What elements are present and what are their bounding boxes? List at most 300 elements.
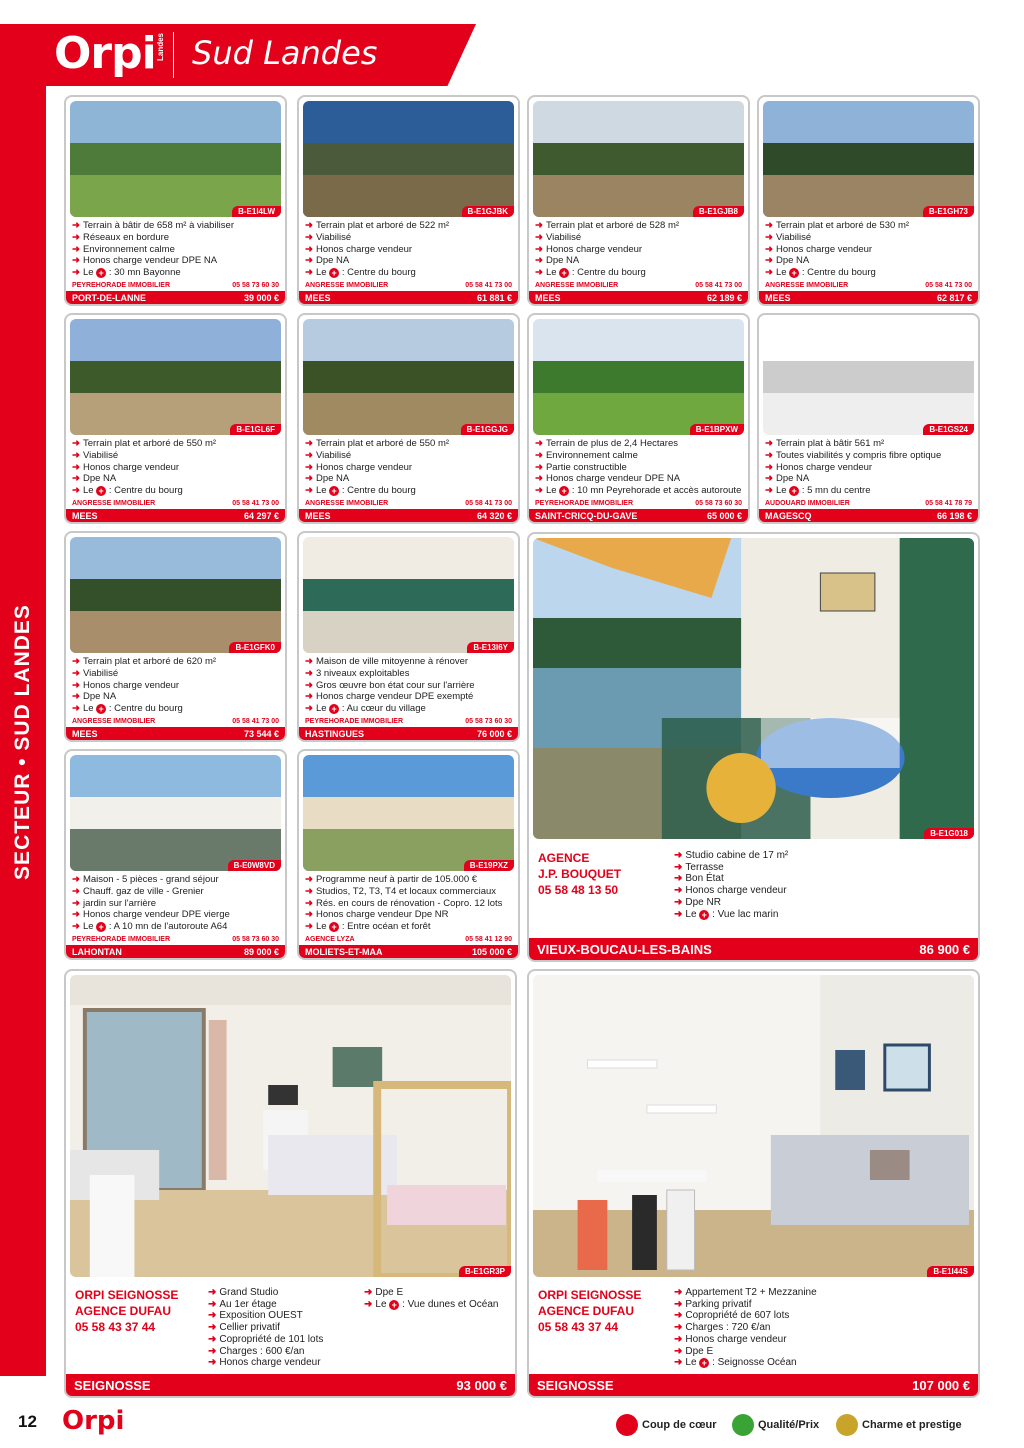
feature-item: ➜ Terrain de plus de 2,4 Hectares	[535, 438, 678, 449]
agency-phone[interactable]: 05 58 41 73 00	[232, 500, 279, 507]
arrow-icon: ➜	[535, 473, 543, 485]
feature-item: ➜ Maison de ville mitoyenne à rénover	[305, 656, 469, 667]
arrow-icon: ➜	[765, 449, 773, 461]
agency-phone[interactable]: 05 58 41 73 00	[695, 282, 742, 289]
listing-photo	[70, 319, 281, 435]
feature-list	[305, 874, 514, 933]
listing-price: 62 817 €	[936, 292, 972, 303]
feature-highlight: ➜ Le + : Au cœur du village	[305, 703, 426, 715]
arrow-icon: ➜	[765, 438, 773, 449]
feature-highlight: ➜ Le + : Centre du bourg	[535, 267, 646, 279]
agency-name-2: AGENCE DUFAU	[538, 1304, 635, 1318]
feature-highlight: ➜ Le + : Centre du bourg	[72, 703, 183, 715]
listing-city: MOLIETS-ET-MAA	[305, 946, 383, 957]
listing-photo	[70, 537, 281, 653]
agency-name: AGENCE	[538, 851, 590, 865]
feature-item: ➜ Honos charge vendeur	[674, 885, 787, 897]
listing-reference: B-E1GGJG	[461, 424, 514, 435]
feature-highlight: ➜ Le + : 10 mn Peyrehorade et accès autoroute	[535, 485, 742, 497]
arrow-icon: ➜	[72, 267, 80, 279]
arrow-icon: ➜	[674, 861, 683, 873]
feature-item: ➜ Honos charge vendeur DPE NA	[535, 473, 681, 485]
listing-footer	[299, 291, 518, 304]
plus-icon: +	[789, 268, 799, 278]
feature-list	[305, 656, 514, 715]
agency-name: ANGRESSE IMMOBILIER	[72, 500, 156, 507]
feature-item: ➜ Viabilisé	[765, 231, 812, 243]
listing-city: MAGESCQ	[765, 510, 812, 521]
listing-city: PORT-DE-LANNE	[72, 292, 146, 303]
agency-name: ANGRESSE IMMOBILIER	[72, 718, 156, 725]
arrow-icon: ➜	[72, 691, 80, 703]
arrow-icon: ➜	[535, 255, 543, 267]
plus-icon: +	[96, 486, 106, 496]
feature-highlight: ➜ Le + : 30 mn Bayonne	[72, 267, 181, 279]
feature-list	[765, 220, 974, 279]
listing-photo	[303, 537, 514, 653]
arrow-icon: ➜	[305, 703, 313, 715]
arrow-icon: ➜	[72, 921, 80, 933]
feature-item: ➜ Honos charge vendeur DPE NA	[72, 255, 218, 267]
arrow-icon: ➜	[305, 438, 313, 449]
arrow-icon: ➜	[72, 255, 80, 267]
arrow-icon: ➜	[674, 908, 683, 920]
feature-item: ➜ Grand Studio	[208, 1287, 279, 1298]
feature-item: ➜ Appartement T2 + Mezzanine	[674, 1287, 817, 1298]
listing-city: HASTINGUES	[305, 728, 365, 739]
plus-icon: +	[559, 268, 569, 278]
legend-label: Charme et prestige	[862, 1419, 962, 1431]
listing-price: 66 198 €	[936, 510, 972, 521]
arrow-icon: ➜	[72, 874, 80, 885]
legend-coup-de-coeur	[616, 1414, 717, 1436]
listing-photo	[763, 319, 974, 435]
feature-item: ➜ Copropriété de 101 lots	[208, 1333, 324, 1345]
feature-list	[72, 656, 281, 715]
feature-item: ➜ Viabilisé	[72, 667, 119, 679]
arrow-icon: ➜	[72, 231, 80, 243]
listing-card[interactable]	[527, 313, 750, 524]
feature-list	[72, 220, 281, 279]
arrow-icon: ➜	[674, 1333, 683, 1345]
feature-item: ➜ Au 1er étage	[208, 1298, 277, 1310]
arrow-icon: ➜	[364, 1298, 373, 1310]
listing-reference: B-E1GL6F	[230, 424, 281, 435]
listing-footer	[66, 945, 285, 958]
agency-name: PEYREHORADE IMMOBILIER	[535, 500, 634, 507]
listing-city: VIEUX-BOUCAU-LES-BAINS	[537, 941, 712, 957]
listing-city: MEES	[535, 292, 561, 303]
listing-card[interactable]	[64, 531, 287, 742]
arrow-icon: ➜	[208, 1298, 217, 1310]
listing-price: 39 000 €	[243, 292, 279, 303]
listing-photo	[70, 101, 281, 217]
listing-card[interactable]	[527, 95, 750, 306]
listing-card[interactable]	[64, 313, 287, 524]
arrow-icon: ➜	[305, 691, 313, 703]
listing-price: 64 297 €	[243, 510, 279, 521]
feature-item: ➜ Charges : 600 €/an	[208, 1345, 305, 1357]
listing-reference: B-E1GJB8	[693, 206, 744, 217]
agency-row	[765, 500, 972, 507]
agency-row	[305, 500, 512, 507]
listing-reference: B-E13I6Y	[467, 642, 514, 653]
arrow-icon: ➜	[674, 1322, 683, 1334]
feature-item: ➜ Terrain plat et arboré de 522 m²	[305, 220, 450, 231]
orpi-logo: Orpi	[54, 28, 156, 79]
feature-list	[674, 1287, 817, 1369]
arrow-icon: ➜	[765, 231, 773, 243]
listing-footer	[299, 945, 518, 958]
listing-card[interactable]	[297, 313, 520, 524]
feature-item: ➜ Honos charge vendeur DPE exempté	[305, 691, 474, 703]
feature-item: ➜ Terrain plat et arboré de 550 m²	[72, 438, 217, 449]
agency-row	[72, 936, 279, 943]
agency-name: ORPI SEIGNOSSE	[75, 1288, 179, 1302]
feature-item: ➜ Rés. en cours de rénovation - Copro. 12 lots	[305, 897, 503, 909]
arrow-icon: ➜	[765, 255, 773, 267]
agency-name: PEYREHORADE IMMOBILIER	[72, 936, 171, 943]
listing-city: MEES	[305, 510, 331, 521]
feature-item: ➜ Terrain plat et arboré de 550 m²	[305, 438, 450, 449]
listing-price: 64 320 €	[476, 510, 512, 521]
arrow-icon: ➜	[535, 438, 543, 449]
listing-city: LAHONTAN	[72, 946, 122, 957]
feature-item: ➜ Honos charge vendeur	[72, 679, 180, 691]
listing-card-seignosse-1[interactable]	[64, 969, 517, 1398]
feature-item: ➜ Honos charge vendeur	[674, 1333, 787, 1345]
arrow-icon: ➜	[72, 703, 80, 715]
feature-list	[535, 438, 744, 497]
arrow-icon: ➜	[535, 449, 543, 461]
listing-card-seignosse-2[interactable]	[527, 969, 980, 1398]
feature-highlight: ➜ Le + : Centre du bourg	[305, 485, 416, 497]
listing-footer	[66, 291, 285, 304]
house-heart-icon	[616, 1414, 638, 1436]
listing-photo	[70, 975, 511, 1277]
arrow-icon: ➜	[72, 656, 80, 667]
feature-item: ➜ Viabilisé	[72, 449, 119, 461]
feature-item: ➜ Gros œuvre bon état cour sur l'arrière	[305, 679, 475, 691]
arrow-icon: ➜	[674, 1287, 683, 1298]
plus-icon: +	[389, 1300, 399, 1310]
feature-list	[305, 438, 514, 497]
feature-item: ➜ Terrain à bâtir de 658 m² à viabiliser	[72, 220, 234, 231]
agency-phone[interactable]: 05 58 41 73 00	[232, 718, 279, 725]
page-number: 12	[18, 1412, 37, 1431]
arrow-icon: ➜	[765, 473, 773, 485]
arrow-icon: ➜	[305, 656, 313, 667]
feature-item: ➜ Honos charge vendeur	[72, 461, 180, 473]
listing-price: 73 544 €	[243, 728, 279, 739]
arrow-icon: ➜	[208, 1357, 217, 1369]
agency-phone[interactable]: 05 58 43 37 44	[75, 1320, 156, 1334]
agency-phone[interactable]: 05 58 73 60 30	[465, 718, 512, 725]
feature-highlight: ➜ Le + : 5 mn du centre	[765, 485, 871, 497]
feature-item: ➜ Dpe NA	[72, 473, 117, 485]
feature-item: ➜ Dpe E	[364, 1287, 404, 1298]
listing-card[interactable]	[757, 95, 980, 306]
legend-charme-prestige	[836, 1414, 962, 1436]
arrow-icon: ➜	[305, 243, 313, 255]
plus-icon: +	[699, 1358, 709, 1368]
listing-reference: B-E1GS24	[923, 424, 974, 435]
arrow-icon: ➜	[72, 243, 80, 255]
listing-footer	[529, 291, 748, 304]
plus-icon: +	[329, 922, 339, 932]
arrow-icon: ➜	[674, 1357, 683, 1369]
feature-item: ➜ Partie constructible	[535, 461, 627, 473]
feature-item: ➜ Honos charge vendeur Dpe NR	[305, 909, 449, 921]
listing-city: SEIGNOSSE	[74, 1377, 151, 1393]
feature-list	[674, 850, 788, 920]
house-star-icon	[836, 1414, 858, 1436]
listing-footer	[529, 1374, 978, 1396]
agency-row	[72, 718, 279, 725]
feature-list	[208, 1287, 323, 1369]
feature-item: ➜ Cellier privatif	[208, 1322, 280, 1334]
arrow-icon: ➜	[535, 243, 543, 255]
listing-price: 107 000 €	[912, 1377, 970, 1393]
arrow-icon: ➜	[535, 485, 543, 497]
plus-icon: +	[559, 486, 569, 496]
feature-item: ➜ Dpe NR	[674, 896, 721, 908]
feature-item: ➜ Honos charge vendeur DPE vierge	[72, 909, 230, 921]
plus-icon: +	[789, 486, 799, 496]
feature-item: ➜ Chauff. gaz de ville - Grenier	[72, 885, 204, 897]
feature-item: ➜ Dpe NA	[765, 473, 810, 485]
listing-price: 105 000 €	[471, 946, 512, 957]
arrow-icon: ➜	[72, 438, 80, 449]
arrow-icon: ➜	[305, 921, 313, 933]
arrow-icon: ➜	[72, 449, 80, 461]
arrow-icon: ➜	[765, 461, 773, 473]
listing-city: MEES	[72, 728, 98, 739]
feature-item: ➜ Terrain plat et arboré de 620 m²	[72, 656, 217, 667]
listing-reference: B-E1GH73	[923, 206, 974, 217]
arrow-icon: ➜	[72, 220, 80, 231]
legend-label: Coup de cœur	[642, 1419, 717, 1431]
listing-city: MEES	[72, 510, 98, 521]
feature-highlight: ➜ Le + : A 10 mn de l'autoroute A64	[72, 921, 228, 933]
listing-card[interactable]	[64, 749, 287, 960]
feature-item: ➜ Honos charge vendeur	[765, 243, 873, 255]
arrow-icon: ➜	[305, 461, 313, 473]
agency-info	[538, 850, 621, 898]
listing-city: MEES	[765, 292, 791, 303]
footer-orpi-logo: Orpi	[62, 1406, 125, 1436]
agency-phone[interactable]: 05 58 41 12 90	[465, 936, 512, 943]
listing-footer	[299, 727, 518, 740]
feature-item: ➜ Environnement calme	[535, 449, 638, 461]
listing-photo	[533, 538, 974, 839]
listing-card[interactable]	[64, 95, 287, 306]
agency-phone[interactable]: 05 58 73 60 30	[232, 936, 279, 943]
arrow-icon: ➜	[535, 220, 543, 231]
arrow-icon: ➜	[72, 885, 80, 897]
agency-name: ANGRESSE IMMOBILIER	[305, 500, 389, 507]
feature-item: ➜ Honos charge vendeur	[208, 1357, 321, 1369]
plus-icon: +	[329, 268, 339, 278]
agency-phone[interactable]: 05 58 73 60 30	[232, 282, 279, 289]
listing-city: SEIGNOSSE	[537, 1377, 614, 1393]
feature-item: ➜ Viabilisé	[535, 231, 582, 243]
listing-footer	[66, 509, 285, 522]
arrow-icon: ➜	[674, 1345, 683, 1357]
listing-photo	[763, 101, 974, 217]
listing-card[interactable]	[757, 313, 980, 524]
listing-price: 61 881 €	[476, 292, 512, 303]
arrow-icon: ➜	[72, 679, 80, 691]
agency-phone[interactable]: 05 58 41 73 00	[465, 500, 512, 507]
arrow-icon: ➜	[72, 461, 80, 473]
feature-item: ➜ 3 niveaux exploitables	[305, 667, 410, 679]
page-title: Sud Landes	[192, 34, 378, 72]
feature-item: ➜ jardin sur l'arrière	[72, 897, 157, 909]
arrow-icon: ➜	[364, 1287, 373, 1298]
listing-price: 65 000 €	[706, 510, 742, 521]
arrow-icon: ➜	[674, 873, 683, 885]
feature-highlight: ➜ Le + : Vue lac marin	[674, 908, 779, 920]
listing-photo	[303, 319, 514, 435]
agency-name: ORPI SEIGNOSSE	[538, 1288, 642, 1302]
listing-price: 62 189 €	[706, 292, 742, 303]
feature-item: ➜ Maison - 5 pièces - grand séjour	[72, 874, 219, 885]
feature-item: ➜ Terrain plat et arboré de 530 m²	[765, 220, 910, 231]
listing-card[interactable]	[297, 749, 520, 960]
arrow-icon: ➜	[535, 461, 543, 473]
agency-name: PEYREHORADE IMMOBILIER	[305, 718, 404, 725]
feature-item: ➜ Copropriété de 607 lots	[674, 1310, 790, 1322]
listing-photo	[303, 755, 514, 871]
listing-card[interactable]	[297, 95, 520, 306]
feature-list-2	[364, 1287, 498, 1310]
arrow-icon: ➜	[305, 220, 313, 231]
listing-city: MEES	[305, 292, 331, 303]
listing-photo	[533, 319, 744, 435]
listing-reference: B-E1GR3P	[459, 1266, 511, 1277]
plus-icon: +	[329, 704, 339, 714]
arrow-icon: ➜	[674, 885, 683, 897]
feature-list	[72, 438, 281, 497]
arrow-icon: ➜	[208, 1322, 217, 1334]
arrow-icon: ➜	[535, 267, 543, 279]
listing-price: 89 000 €	[243, 946, 279, 957]
listing-footer	[759, 291, 978, 304]
listing-reference: B-E1G018	[924, 828, 974, 839]
feature-item: ➜ Terrain plat à bâtir 561 m²	[765, 438, 885, 449]
agency-phone[interactable]: 05 58 43 37 44	[538, 1320, 619, 1334]
feature-item: ➜ Viabilisé	[305, 231, 352, 243]
agency-phone[interactable]: 05 58 73 60 30	[695, 500, 742, 507]
arrow-icon: ➜	[765, 220, 773, 231]
agency-name: AUDOUARD IMMOBILIER	[765, 500, 850, 507]
feature-item: ➜ Studio cabine de 17 m²	[674, 850, 789, 861]
banner-divider	[173, 32, 174, 78]
arrow-icon: ➜	[305, 885, 313, 897]
arrow-icon: ➜	[72, 667, 80, 679]
listing-photo	[533, 975, 974, 1277]
agency-name: PEYREHORADE IMMOBILIER	[72, 282, 171, 289]
agency-info	[538, 1287, 641, 1335]
agency-phone[interactable]: 05 58 41 78 79	[925, 500, 972, 507]
listing-photo	[70, 755, 281, 871]
arrow-icon: ➜	[305, 909, 313, 921]
plus-icon: +	[329, 486, 339, 496]
feature-item: ➜ Toutes viabilités y compris fibre optique	[765, 449, 942, 461]
feature-item: ➜ Viabilisé	[305, 449, 352, 461]
agency-row	[305, 936, 512, 943]
feature-item: ➜ Honos charge vendeur	[305, 461, 413, 473]
plus-icon: +	[96, 704, 106, 714]
feature-highlight: ➜ Le + : Centre du bourg	[305, 267, 416, 279]
feature-item: ➜ Environnement calme	[72, 243, 175, 255]
feature-item: ➜ Dpe NA	[72, 691, 117, 703]
feature-item: ➜ Terrain plat et arboré de 528 m²	[535, 220, 680, 231]
arrow-icon: ➜	[305, 679, 313, 691]
listing-reference: B-E1I44S	[927, 1266, 974, 1277]
arrow-icon: ➜	[72, 909, 80, 921]
feature-highlight: ➜ Le + : Vue dunes et Océan	[364, 1298, 499, 1310]
arrow-icon: ➜	[674, 1310, 683, 1322]
feature-item: ➜ Terrasse	[674, 861, 724, 873]
listing-photo	[303, 101, 514, 217]
listing-reference: B-E1I4LW	[232, 206, 281, 217]
arrow-icon: ➜	[208, 1287, 217, 1298]
logo-subtitle: Landes	[156, 33, 165, 62]
arrow-icon: ➜	[305, 874, 313, 885]
listing-reference: B-E1GJBK	[462, 206, 514, 217]
agency-name: ANGRESSE IMMOBILIER	[535, 282, 619, 289]
arrow-icon: ➜	[72, 485, 80, 497]
arrow-icon: ➜	[765, 485, 773, 497]
agency-row	[72, 500, 279, 507]
arrow-icon: ➜	[208, 1310, 217, 1322]
listing-photo	[533, 101, 744, 217]
feature-highlight: ➜ Le + : Entre océan et forêt	[305, 921, 431, 933]
listing-card[interactable]	[297, 531, 520, 742]
feature-item: ➜ Réseaux en bordure	[72, 231, 170, 243]
feature-item: ➜ Dpe NA	[305, 473, 350, 485]
arrow-icon: ➜	[305, 449, 313, 461]
listing-price: 76 000 €	[476, 728, 512, 739]
feature-item: ➜ Honos charge vendeur	[535, 243, 643, 255]
plus-icon: +	[96, 268, 106, 278]
agency-phone[interactable]: 05 58 41 73 00	[925, 282, 972, 289]
listing-footer	[529, 509, 748, 522]
listing-footer	[759, 509, 978, 522]
agency-name: ANGRESSE IMMOBILIER	[305, 282, 389, 289]
feature-list	[765, 438, 974, 497]
arrow-icon: ➜	[765, 243, 773, 255]
agency-phone[interactable]: 05 58 41 73 00	[465, 282, 512, 289]
plus-icon: +	[699, 910, 709, 920]
feature-item: ➜ Bon État	[674, 873, 724, 885]
arrow-icon: ➜	[305, 231, 313, 243]
featured-listing-card[interactable]	[527, 532, 980, 962]
listing-reference: B-E1GFK0	[229, 642, 281, 653]
agency-phone[interactable]: 05 58 48 13 50	[538, 883, 619, 897]
agency-row	[535, 500, 742, 507]
feature-list	[305, 220, 514, 279]
listing-price: 93 000 €	[456, 1377, 507, 1393]
feature-item: ➜ Exposition OUEST	[208, 1310, 303, 1322]
agency-row	[305, 282, 512, 289]
sidebar-label: SECTEUR • SUD LANDES	[11, 604, 34, 880]
listing-reference: B-E19PXZ	[464, 860, 514, 871]
arrow-icon: ➜	[305, 255, 313, 267]
listing-footer	[66, 727, 285, 740]
